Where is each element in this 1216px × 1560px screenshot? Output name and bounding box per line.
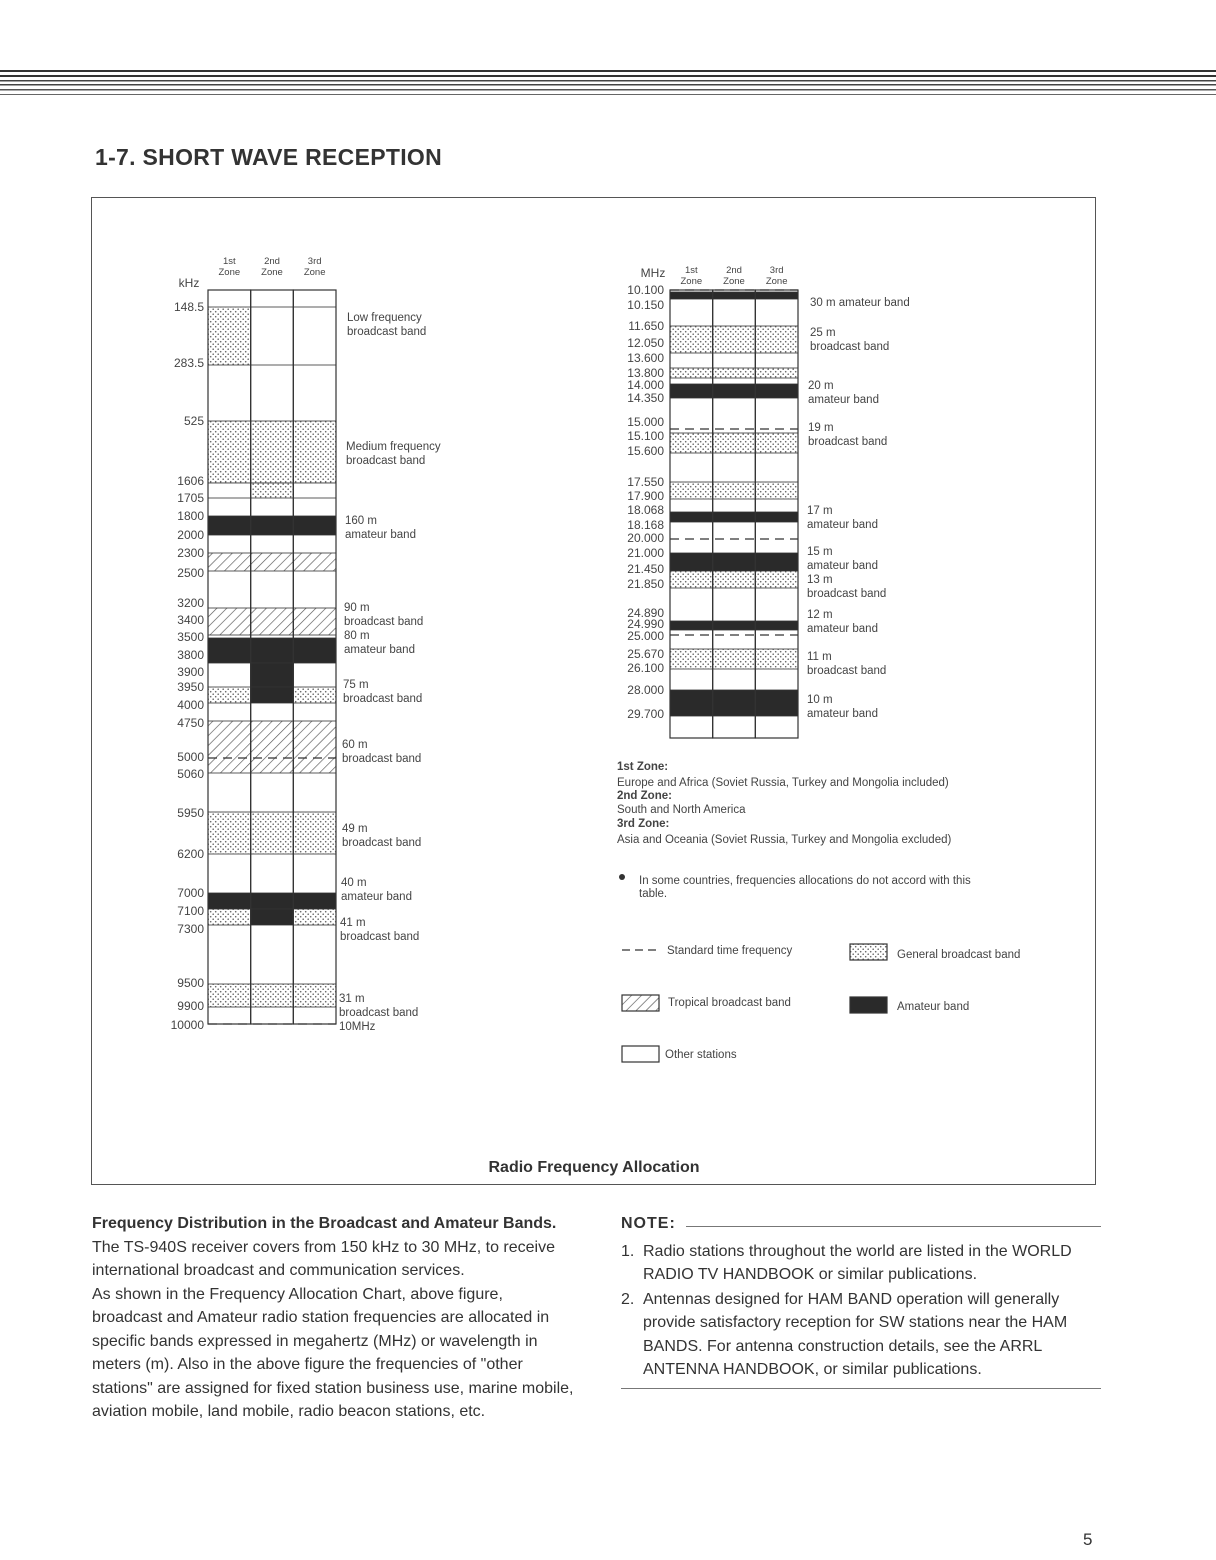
tick-label: 17.550 <box>627 475 664 489</box>
band-cell <box>713 649 756 669</box>
band-label: broadcast band <box>344 616 424 628</box>
zone-header: 1st <box>684 265 698 276</box>
band-cell <box>713 553 756 571</box>
tick-label: 2500 <box>177 566 204 580</box>
zone-header: 2nd <box>264 256 280 267</box>
band-cell <box>755 433 798 453</box>
band-label: amateur band <box>807 708 878 720</box>
band-cell <box>293 483 336 498</box>
note-heading: NOTE: <box>621 1215 676 1232</box>
tick-label: 29.700 <box>627 707 664 721</box>
zone2-text: South and North America <box>617 804 746 816</box>
band-cell <box>208 307 251 365</box>
band-label: 11 m <box>807 651 832 663</box>
band-cell <box>713 384 756 398</box>
body-paragraph-2: As shown in the Frequency Allocation Chart, above figure, broadcast and Amateur radio station frequencies are allocated in specific bands expressed in megahertz (MHz) or wavelength in meters (m). Also in the above figure the frequencies of "other stations" are assigned for fixed station business use, marine mobile, aviation mobile, land mobile, radio beacon stations, etc. <box>92 1285 574 1420</box>
zone2-heading: 2nd Zone: <box>617 790 672 802</box>
band-cell <box>755 512 798 522</box>
band-cell <box>293 638 336 663</box>
band-cell <box>670 553 713 571</box>
tick-label: 5000 <box>177 750 204 764</box>
band-cell <box>755 553 798 571</box>
tick-label: 18.068 <box>627 503 664 517</box>
band-cell <box>293 516 336 535</box>
tick-label: 10.100 <box>627 283 664 297</box>
tick-label: 21.000 <box>627 546 664 560</box>
legend-amateur-swatch <box>850 997 887 1013</box>
band-cell <box>755 368 798 378</box>
band-cell <box>755 384 798 398</box>
band-cell <box>670 621 713 630</box>
tick-label: 18.168 <box>627 518 664 532</box>
tick-label: 20.000 <box>627 531 664 545</box>
band-cell <box>713 326 756 353</box>
band-cell <box>208 721 251 773</box>
band-label: 19 m <box>808 422 834 434</box>
band-cell <box>208 553 251 571</box>
band-label: 17 m <box>807 505 833 517</box>
zone-header: 3rd <box>307 256 322 267</box>
tick-label: 14.350 <box>627 391 664 405</box>
band-cell <box>670 384 713 398</box>
zone3-heading: 3rd Zone: <box>617 818 670 830</box>
band-label: amateur band <box>345 529 416 541</box>
tick-label: 15.100 <box>627 429 664 443</box>
band-cell <box>251 721 294 773</box>
band-label: 31 m <box>339 993 365 1005</box>
zone-header: 3rd <box>769 265 784 276</box>
band-cell <box>208 638 251 663</box>
tick-label: 11.650 <box>628 319 664 333</box>
tick-label: 12.050 <box>627 336 664 350</box>
band-cell <box>293 893 336 909</box>
tick-label: 3800 <box>177 648 204 662</box>
frequency-allocation-chart <box>92 198 1095 1184</box>
band-label: amateur band <box>807 519 878 531</box>
band-label: broadcast band <box>807 665 887 677</box>
band-cell <box>670 571 713 588</box>
band-cell <box>208 893 251 909</box>
band-cell <box>251 909 294 925</box>
zone-header: Zone <box>261 267 283 278</box>
band-label: 10MHz <box>339 1021 376 1033</box>
band-cell <box>293 307 336 365</box>
tick-label: 9900 <box>177 999 204 1013</box>
tick-label: 7300 <box>177 922 204 936</box>
tick-label: 13.800 <box>627 366 664 380</box>
band-cell <box>755 621 798 630</box>
legend-other-stations-swatch <box>622 1046 659 1062</box>
legend-standard-time-label: Standard time frequency <box>667 945 793 957</box>
body-paragraph-1: The TS-940S receiver covers from 150 kHz to 30 MHz, to receive international broadcast and communication services. <box>92 1238 555 1279</box>
legend-general-broadcast-swatch <box>850 944 887 960</box>
band-cell <box>251 307 294 365</box>
band-cell <box>251 893 294 909</box>
tick-label: 3950 <box>177 680 204 694</box>
note-item: 2. Antennas designed for HAM BAND operation will generally provide satisfactory reception for SW stations near the HAM BANDS. For antenna construction details, see the ARRL ANTENNA HANDBOOK, or similar publications. <box>621 1290 1068 1378</box>
tick-label: 2300 <box>177 546 204 560</box>
tick-label: 21.850 <box>627 577 664 591</box>
band-cell <box>670 482 713 499</box>
band-cell <box>755 571 798 588</box>
tick-label: 3200 <box>177 596 204 610</box>
page-number: 5 <box>1083 1530 1093 1549</box>
band-cell <box>208 687 251 703</box>
band-cell <box>208 984 251 1007</box>
band-label: amateur band <box>807 560 878 572</box>
band-cell <box>713 571 756 588</box>
band-label: 41 m <box>340 917 366 929</box>
zone1-heading: 1st Zone: <box>617 761 669 773</box>
band-cell <box>251 421 294 483</box>
figure-caption: Radio Frequency Allocation <box>488 1159 700 1176</box>
band-label: amateur band <box>808 394 879 406</box>
tick-label: 7000 <box>177 886 204 900</box>
zone-header: 1st <box>222 256 236 267</box>
band-cell <box>713 433 756 453</box>
band-cell <box>293 553 336 571</box>
band-cell <box>251 812 294 854</box>
band-cell <box>251 483 294 498</box>
band-cell <box>293 608 336 635</box>
tick-label: 3900 <box>177 665 204 679</box>
tick-label: 148.5 <box>173 300 204 314</box>
zone3-text: Asia and Oceania (Soviet Russia, Turkey and Mongolia excluded) <box>617 834 952 846</box>
tick-label: 9500 <box>177 976 204 990</box>
band-cell <box>670 292 713 299</box>
tick-label: 3400 <box>177 613 204 627</box>
band-cell <box>208 483 251 498</box>
tick-label: 525 <box>183 414 204 428</box>
band-cell <box>670 326 713 353</box>
band-cell <box>208 663 251 688</box>
tick-label: 26.100 <box>627 661 664 675</box>
band-cell <box>293 984 336 1007</box>
zone-header: Zone <box>765 276 788 287</box>
band-cell <box>251 608 294 635</box>
legend-tropical-label: Tropical broadcast band <box>668 997 791 1009</box>
band-label: broadcast band <box>347 326 427 338</box>
band-label: broadcast band <box>340 931 420 943</box>
band-label: broadcast band <box>346 455 426 467</box>
band-cell <box>251 663 294 688</box>
band-label: 80 m <box>344 630 370 642</box>
band-label: Low frequency <box>347 312 422 324</box>
tick-label: 14.000 <box>627 378 664 392</box>
band-cell <box>670 368 713 378</box>
legend-tropical-swatch <box>622 995 659 1011</box>
band-cell <box>293 663 336 688</box>
band-cell <box>713 512 756 522</box>
tick-label: 10000 <box>170 1018 204 1032</box>
tick-label: 4750 <box>177 716 204 730</box>
band-cell <box>208 421 251 483</box>
band-cell <box>251 687 294 703</box>
legend-general-broadcast-label: General broadcast band <box>897 949 1021 961</box>
tick-label: 3500 <box>177 630 204 644</box>
band-label: 60 m <box>342 739 368 751</box>
tick-label: 15.000 <box>627 415 664 429</box>
tick-label: 4000 <box>177 698 204 712</box>
unit-label: kHz <box>178 276 200 290</box>
band-cell <box>713 368 756 378</box>
tick-label: 13.600 <box>627 351 664 365</box>
bullet-icon <box>619 874 625 880</box>
tick-label: 7100 <box>177 904 204 918</box>
note-list <box>621 1240 1101 1382</box>
band-cell <box>713 690 756 716</box>
band-cell <box>293 421 336 483</box>
zone-header: Zone <box>680 276 703 287</box>
band-cell <box>208 516 251 535</box>
left-chart-khz <box>171 256 441 1033</box>
band-cell <box>251 984 294 1007</box>
note-item: 1. Radio stations throughout the world are listed in the WORLD RADIO TV HANDBOOK or similar publications. <box>621 1242 1072 1283</box>
note-section <box>621 1212 1101 1389</box>
legend-other-stations-label: Other stations <box>665 1049 737 1061</box>
tick-label: 6200 <box>177 847 204 861</box>
tick-label: 1606 <box>177 474 204 488</box>
band-label: broadcast band <box>342 753 422 765</box>
band-cell <box>670 690 713 716</box>
band-label: amateur band <box>807 623 878 635</box>
tick-label: 5950 <box>177 806 204 820</box>
band-label: 30 m amateur band <box>810 297 910 309</box>
band-label: 13 m <box>807 574 833 586</box>
band-cell <box>713 621 756 630</box>
band-cell <box>208 608 251 635</box>
bullet-note-line1: In some countries, frequencies allocations do not accord with this <box>639 875 971 887</box>
band-cell <box>208 812 251 854</box>
tick-label: 24.990 <box>627 617 664 631</box>
band-label: 49 m <box>342 823 368 835</box>
tick-label: 1705 <box>177 491 204 505</box>
tick-label: 5060 <box>177 767 204 781</box>
zone-header: Zone <box>218 267 241 278</box>
tick-label: 25.670 <box>627 647 664 661</box>
note-bottom-rule <box>621 1388 1101 1389</box>
band-cell <box>251 638 294 663</box>
band-label: broadcast band <box>339 1007 419 1019</box>
band-cell <box>755 292 798 299</box>
tick-label: 24.890 <box>627 606 664 620</box>
tick-label: 28.000 <box>627 683 664 697</box>
tick-label: 21.450 <box>627 562 664 576</box>
band-cell <box>251 553 294 571</box>
band-label: 15 m <box>807 546 833 558</box>
band-label: 40 m <box>341 877 367 889</box>
band-label: 20 m <box>808 380 834 392</box>
band-cell <box>713 292 756 299</box>
tick-label: 283.5 <box>173 356 204 370</box>
zone-header: Zone <box>303 267 326 278</box>
right-chart-mhz <box>627 265 909 738</box>
band-label: 90 m <box>344 602 370 614</box>
band-cell <box>293 909 336 925</box>
band-label: broadcast band <box>343 693 423 705</box>
band-label: Medium frequency <box>346 441 441 453</box>
frequency-distribution-heading: Frequency Distribution in the Broadcast and Amateur Bands. <box>92 1215 557 1232</box>
tick-label: 2000 <box>177 528 204 542</box>
band-cell <box>755 326 798 353</box>
band-label: 160 m <box>345 515 377 527</box>
tick-label: 10.150 <box>627 298 664 312</box>
band-cell <box>293 812 336 854</box>
zone-header: Zone <box>723 276 745 287</box>
band-cell <box>755 649 798 669</box>
note-rule <box>686 1226 1101 1227</box>
band-label: 12 m <box>807 609 833 621</box>
band-cell <box>293 687 336 703</box>
band-label: 25 m <box>810 327 836 339</box>
legend-amateur-label: Amateur band <box>897 1001 970 1013</box>
band-cell <box>293 721 336 773</box>
band-label: broadcast band <box>810 341 890 353</box>
tick-label: 25.000 <box>627 629 664 643</box>
unit-label: MHz <box>640 266 666 280</box>
tick-label: 17.900 <box>627 489 664 503</box>
band-cell <box>670 649 713 669</box>
band-cell <box>208 909 251 925</box>
band-cell <box>670 512 713 522</box>
tick-label: 1800 <box>177 509 204 523</box>
band-cell <box>670 433 713 453</box>
band-cell <box>251 516 294 535</box>
band-cell <box>755 482 798 499</box>
band-label: 75 m <box>343 679 369 691</box>
frequency-allocation-figure <box>91 197 1096 1185</box>
band-label: amateur band <box>344 644 415 656</box>
section-title: 1-7. SHORT WAVE RECEPTION <box>95 144 443 170</box>
band-label: broadcast band <box>342 837 422 849</box>
bullet-note-line2: table. <box>639 888 668 900</box>
band-label: broadcast band <box>808 436 888 448</box>
tick-label: 15.600 <box>627 444 664 458</box>
zone-header: 2nd <box>726 265 742 276</box>
frequency-distribution-section <box>92 1212 574 1424</box>
band-cell <box>713 482 756 499</box>
band-label: 10 m <box>807 694 833 706</box>
header-rule <box>0 70 1216 100</box>
band-cell <box>755 690 798 716</box>
band-label: amateur band <box>341 891 412 903</box>
band-label: broadcast band <box>807 588 887 600</box>
zone1-text: Europe and Africa (Soviet Russia, Turkey and Mongolia included) <box>617 777 949 789</box>
